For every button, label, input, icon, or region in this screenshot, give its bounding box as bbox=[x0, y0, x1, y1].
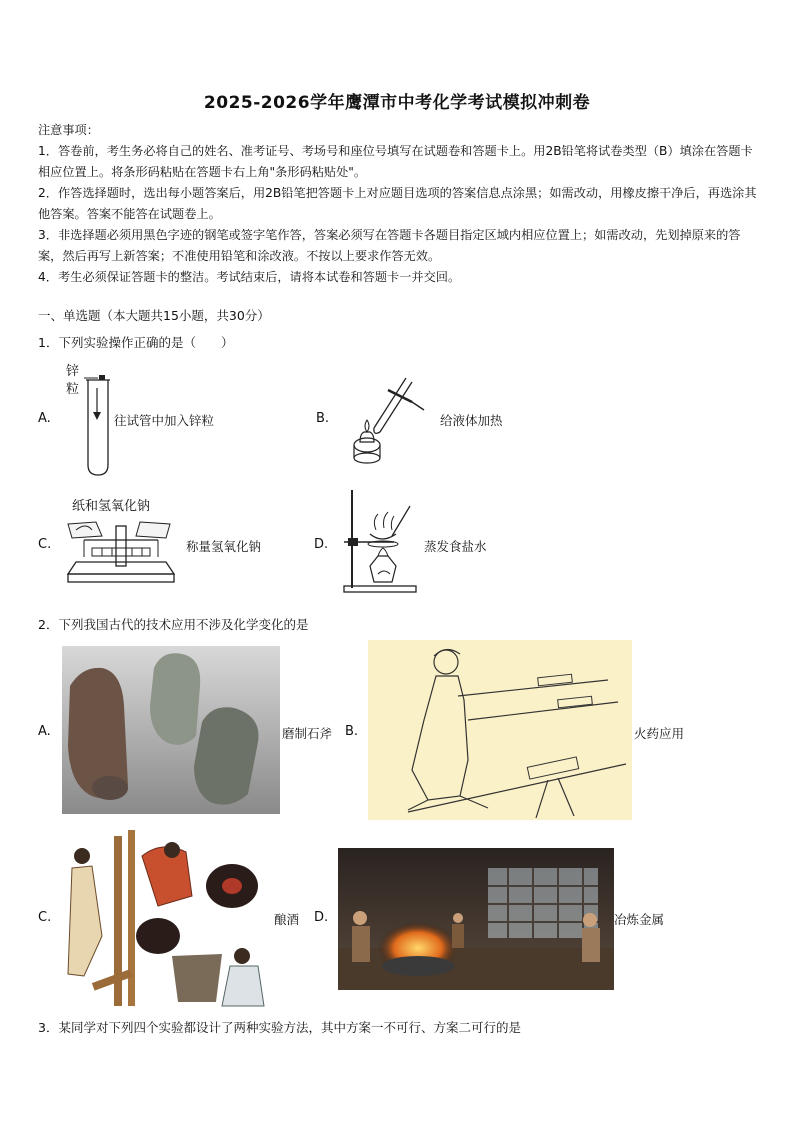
note-item-1: 1．答卷前，考生务必将自己的姓名、准考证号、考场号和座位号填写在试题卷和答题卡上。用2B铅笔将试卷类型（B）填涂在答题卡相应位置上。将条形码粘贴在答题卡右上角"条形码粘贴处"。 bbox=[38, 144, 753, 179]
q2-option-a-caption: 磨制石斧 bbox=[282, 726, 333, 741]
note-item-4: 4．考生必须保证答题卡的整洁。考试结束后，请将本试卷和答题卡一并交回。 bbox=[38, 270, 461, 284]
q2-option-d-caption: 冶炼金属 bbox=[614, 912, 665, 927]
q1-option-b-label: B. bbox=[316, 411, 330, 426]
notes-block bbox=[38, 120, 763, 288]
winemaking-illustration bbox=[62, 826, 272, 1012]
q2-option-c-label: C. bbox=[38, 910, 52, 925]
q1-option-a-caption: 往试管中加入锌粒 bbox=[114, 413, 215, 428]
heating-liquid-figure bbox=[340, 372, 430, 467]
q1-a-figure-text-1: 锌 bbox=[66, 364, 80, 379]
q1-option-c-caption: 称量氢氧化钠 bbox=[186, 539, 262, 554]
q2-option-b-caption: 火药应用 bbox=[634, 726, 685, 741]
gunpowder-illustration bbox=[368, 640, 632, 820]
q1-option-d-caption: 蒸发食盐水 bbox=[424, 539, 487, 554]
q1-option-b-caption: 给液体加热 bbox=[440, 413, 503, 428]
notes-heading: 注意事项： bbox=[38, 123, 99, 137]
page-title: 2025-2026学年鹰潭市中考化学考试模拟冲刺卷 bbox=[203, 93, 591, 113]
evaporation-figure bbox=[334, 486, 424, 598]
question-1-stem: 1．下列实验操作正确的是（ ） bbox=[38, 335, 234, 350]
q2-option-c-caption: 酿酒 bbox=[274, 912, 300, 927]
stone-axes-photo bbox=[62, 646, 280, 814]
q1-option-c-label: C. bbox=[38, 537, 52, 552]
q2-option-d-label: D. bbox=[314, 910, 329, 925]
question-2-stem: 2．下列我国古代的技术应用不涉及化学变化的是 bbox=[38, 617, 309, 632]
q1-c-figure-text: 纸和氢氧化钠 bbox=[72, 499, 151, 514]
q1-option-d-label: D. bbox=[314, 537, 329, 552]
q1-a-figure-text-2: 粒 bbox=[66, 382, 80, 397]
q1-option-a-label: A. bbox=[38, 411, 51, 426]
q2-option-a-label: A. bbox=[38, 724, 51, 739]
section-heading: 一、单选题（本大题共15小题，共30分） bbox=[38, 308, 270, 323]
q2-option-b-label: B. bbox=[345, 724, 359, 739]
note-item-3: 3．非选择题必须用黑色字迹的钢笔或签字笔作答，答案必须写在答题卡各题目指定区域内相应位置上；如需改动，先划掉原来的答案，然后再写上新答案；不准使用铅笔和涂改液。不按以上要求作答无效。 bbox=[38, 228, 741, 263]
note-item-2: 2．作答选择题时，选出每小题答案后，用2B铅笔把答题卡上对应题目选项的答案信息点涂黑；如需改动，用橡皮擦干净后，再选涂其他答案。答案不能答在试题卷上。 bbox=[38, 186, 757, 221]
question-3-stem: 3．某同学对下列四个实验都设计了两种实验方法，其中方案一不可行、方案二可行的是 bbox=[38, 1020, 521, 1035]
balance-figure bbox=[62, 512, 182, 592]
metal-smelting-scene bbox=[338, 848, 614, 990]
